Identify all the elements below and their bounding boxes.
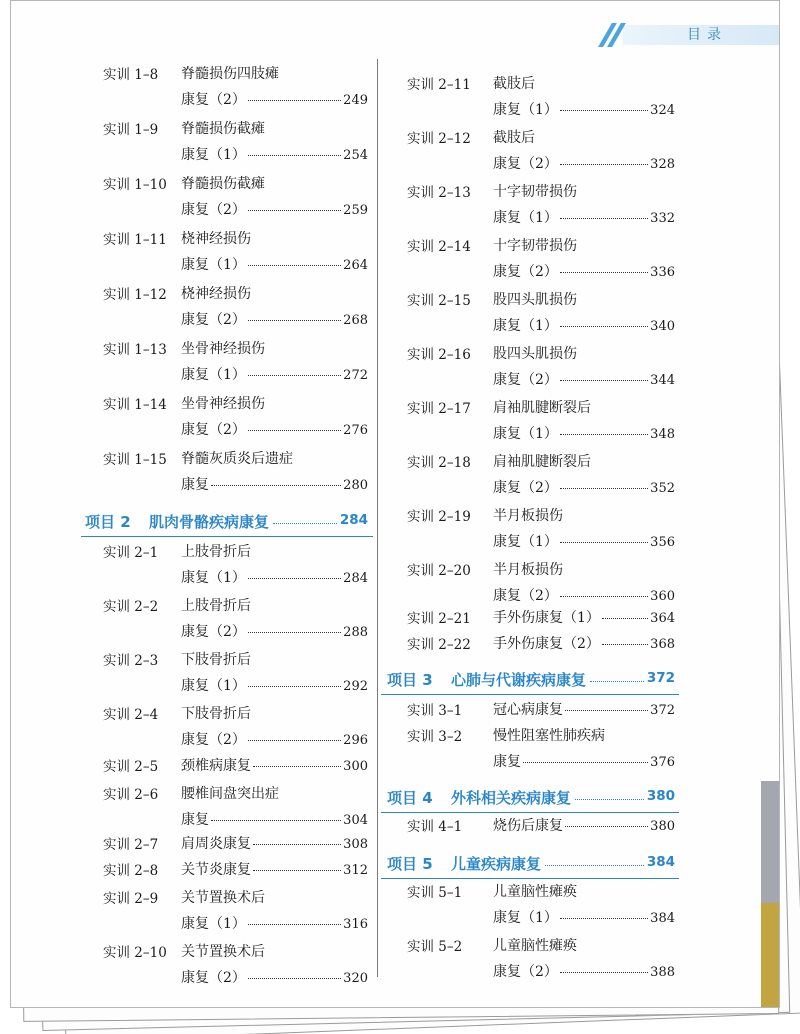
leader-dots — [560, 433, 648, 435]
entry-title: 关节置换术后 — [181, 890, 265, 906]
entry-number: 实训 2–18 — [407, 455, 471, 471]
leader-dots — [602, 643, 648, 645]
section-title: 外科相关疾病康复 — [451, 789, 572, 807]
entry-title-cont: 康复（2） — [493, 480, 558, 496]
entry-title-cont: 康复（2） — [181, 624, 246, 640]
entry-page-number: 296 — [343, 733, 368, 748]
entry-title-cont: 康复（2） — [493, 264, 558, 280]
leader-dots — [248, 429, 341, 431]
entry-number: 实训 2–12 — [407, 131, 471, 147]
entry-number: 实训 2–17 — [407, 401, 471, 417]
entry-title: 腰椎间盘突出症 — [181, 786, 279, 802]
edge-color-block — [761, 781, 779, 903]
entry-number: 实训 5–2 — [407, 939, 463, 955]
entry-number: 实训 2–2 — [103, 599, 159, 615]
leader-dots — [248, 923, 341, 925]
section-underline — [381, 812, 679, 813]
entry-number: 实训 1–15 — [103, 452, 167, 468]
entry-number: 实训 2–21 — [407, 611, 471, 627]
leader-dots — [248, 374, 341, 376]
leader-dots — [253, 869, 341, 871]
entry-title: 关节炎康复 — [181, 862, 251, 878]
entry-number: 实训 2–13 — [407, 185, 471, 201]
edge-color-block — [761, 903, 779, 1008]
entry-title: 肩袖肌腱断裂后 — [493, 454, 591, 470]
leader-dots — [248, 977, 341, 979]
entry-title: 冠心病康复 — [493, 702, 563, 718]
entry-number: 实训 1–10 — [103, 177, 167, 193]
leader-dots — [560, 217, 648, 219]
entry-title-cont: 康复（1） — [493, 910, 558, 926]
entry-title-cont: 康复（1） — [181, 367, 246, 383]
entry-number: 实训 2–16 — [407, 347, 471, 363]
entry-title: 慢性阻塞性肺疾病 — [493, 728, 605, 744]
leader-dots — [590, 680, 644, 682]
section-title: 肌肉骨骼疾病康复 — [149, 513, 270, 531]
entry-title: 颈椎病康复 — [181, 758, 251, 774]
entry-title: 桡神经损伤 — [181, 286, 251, 302]
entry-page-number: 332 — [650, 211, 675, 226]
leader-dots — [248, 739, 341, 741]
entry-title-cont: 康复（2） — [181, 202, 246, 218]
leader-dots — [211, 484, 341, 486]
entry-page-number: 368 — [650, 637, 675, 652]
entry-page-number: 376 — [650, 755, 675, 770]
header-title: 目录 — [687, 27, 727, 43]
entry-title-cont: 康复（2） — [181, 92, 246, 108]
entry-number: 实训 2–9 — [103, 891, 159, 907]
leader-dots — [248, 154, 341, 156]
entry-title-cont: 康复（2） — [181, 970, 246, 986]
entry-page-number: 352 — [650, 481, 675, 496]
entry-page-number: 276 — [343, 423, 368, 438]
leader-dots — [560, 379, 648, 381]
entry-title: 股四头肌损伤 — [493, 292, 577, 308]
entry-page-number: 356 — [650, 535, 675, 550]
entry-page-number: 259 — [343, 203, 368, 218]
header-tag — [601, 19, 779, 49]
section-page-number: 380 — [646, 788, 675, 804]
entry-number: 实训 3–1 — [407, 703, 463, 719]
entry-title: 脊髓损伤截瘫 — [181, 176, 265, 192]
entry-number: 实训 4–1 — [407, 819, 463, 835]
leader-dots — [560, 971, 648, 973]
entry-page-number: 316 — [343, 917, 368, 932]
entry-title: 半月板损伤 — [493, 508, 563, 524]
entry-number: 实训 1–11 — [103, 232, 167, 248]
entry-title: 上肢骨折后 — [181, 598, 251, 614]
entry-title: 截肢后 — [493, 130, 535, 146]
entry-number: 实训 2–14 — [407, 239, 471, 255]
entry-title-cont: 康复（1） — [181, 678, 246, 694]
entry-title-cont: 康复（2） — [493, 588, 558, 604]
toc-section — [11, 511, 377, 537]
section-title: 心肺与代谢疾病康复 — [451, 671, 587, 689]
leader-dots — [560, 595, 648, 597]
entry-title-cont: 康复（1） — [181, 570, 246, 586]
leader-dots — [565, 825, 648, 827]
entry-page-number: 364 — [650, 611, 675, 626]
leader-dots — [560, 487, 648, 489]
section-label: 项目 2 — [85, 513, 131, 531]
entry-number: 实训 2–8 — [103, 863, 159, 879]
entry-title-cont: 康复（1） — [181, 257, 246, 273]
section-page-number: 372 — [646, 670, 675, 686]
leader-dots — [211, 819, 341, 821]
entry-title-cont: 康复 — [181, 812, 209, 828]
entry-title: 十字韧带损伤 — [493, 238, 577, 254]
entry-title-cont: 康复（1） — [493, 318, 558, 334]
section-page-number: 384 — [646, 854, 675, 870]
leader-dots — [248, 685, 341, 687]
entry-title-cont: 康复（1） — [181, 916, 246, 932]
section-label: 项目 5 — [387, 855, 433, 873]
entry-title-cont: 康复（1） — [493, 534, 558, 550]
entry-title: 烧伤后康复 — [493, 818, 563, 834]
entry-title-cont: 康复 — [181, 477, 209, 493]
entry-page-number: 324 — [650, 103, 675, 118]
leader-dots — [248, 99, 341, 101]
entry-number: 实训 1–12 — [103, 287, 167, 303]
entry-title: 关节置换术后 — [181, 944, 265, 960]
entry-page-number: 264 — [343, 258, 368, 273]
leader-dots — [253, 843, 341, 845]
entry-title-cont: 康复（1） — [493, 102, 558, 118]
entry-title: 肩袖肌腱断裂后 — [493, 400, 591, 416]
entry-title-cont: 康复（2） — [181, 732, 246, 748]
entry-page-number: 292 — [343, 679, 368, 694]
entry-title-cont: 康复（2） — [493, 964, 558, 980]
entry-number: 实训 1–14 — [103, 397, 167, 413]
leader-dots — [560, 917, 648, 919]
toc-section — [379, 787, 679, 813]
entry-number: 实训 1–13 — [103, 342, 167, 358]
toc-page — [10, 0, 780, 1008]
entry-number: 实训 2–10 — [103, 945, 167, 961]
entry-title-cont: 康复 — [493, 754, 521, 770]
column-divider — [377, 59, 378, 977]
entry-number: 实训 2–15 — [407, 293, 471, 309]
entry-title: 坐骨神经损伤 — [181, 341, 265, 357]
entry-page-number: 284 — [343, 571, 368, 586]
leader-dots — [248, 264, 341, 266]
entry-title: 十字韧带损伤 — [493, 184, 577, 200]
entry-title-cont: 康复（1） — [181, 147, 246, 163]
entry-number: 实训 2–4 — [103, 707, 159, 723]
entry-page-number: 288 — [343, 625, 368, 640]
entry-page-number: 320 — [343, 971, 368, 986]
entry-page-number: 308 — [343, 837, 368, 852]
entry-number: 实训 2–1 — [103, 545, 159, 561]
entry-page-number: 328 — [650, 157, 675, 172]
entry-page-number: 360 — [650, 589, 675, 604]
section-title: 儿童疾病康复 — [451, 855, 542, 873]
entry-title: 手外伤康复（2） — [493, 636, 600, 652]
entry-page-number: 340 — [650, 319, 675, 334]
entry-page-number: 344 — [650, 373, 675, 388]
leader-dots — [575, 798, 644, 800]
leader-dots — [248, 319, 341, 321]
entry-page-number: 300 — [343, 759, 368, 774]
entry-title: 儿童脑性瘫痪 — [493, 884, 577, 900]
leader-dots — [560, 541, 648, 543]
entry-page-number: 254 — [343, 148, 368, 163]
entry-title: 手外伤康复（1） — [493, 610, 600, 626]
entry-page-number: 380 — [650, 819, 675, 834]
leader-dots — [565, 709, 648, 711]
section-label: 项目 3 — [387, 671, 433, 689]
entry-page-number: 312 — [343, 863, 368, 878]
entry-page-number: 268 — [343, 313, 368, 328]
entry-number: 实训 2–3 — [103, 653, 159, 669]
entry-title-cont: 康复（1） — [493, 426, 558, 442]
entry-page-number: 272 — [343, 368, 368, 383]
entry-number: 实训 2–19 — [407, 509, 471, 525]
leader-dots — [248, 209, 341, 211]
leader-dots — [273, 522, 337, 524]
entry-page-number: 280 — [343, 478, 368, 493]
entry-number: 实训 2–5 — [103, 759, 159, 775]
entry-title-cont: 康复（2） — [493, 156, 558, 172]
entry-page-number: 304 — [343, 813, 368, 828]
entry-page-number: 372 — [650, 703, 675, 718]
entry-title: 半月板损伤 — [493, 562, 563, 578]
entry-title: 下肢骨折后 — [181, 706, 251, 722]
entry-number: 实训 1–8 — [103, 67, 159, 83]
toc-section — [379, 853, 679, 879]
entry-title: 脊髓灰质炎后遗症 — [181, 451, 293, 467]
section-underline — [381, 694, 679, 695]
section-underline — [381, 878, 679, 879]
entry-title: 截肢后 — [493, 76, 535, 92]
entry-title-cont: 康复（2） — [493, 372, 558, 388]
entry-number: 实训 2–20 — [407, 563, 471, 579]
section-page-number: 284 — [339, 512, 368, 528]
entry-number: 实训 2–6 — [103, 787, 159, 803]
entry-page-number: 336 — [650, 265, 675, 280]
entry-page-number: 249 — [343, 93, 368, 108]
section-underline — [81, 536, 373, 537]
entry-title: 脊髓损伤四肢瘫 — [181, 66, 279, 82]
entry-number: 实训 2–7 — [103, 837, 159, 853]
entry-number: 实训 2–11 — [407, 77, 471, 93]
entry-title-cont: 康复（1） — [493, 210, 558, 226]
leader-dots — [560, 325, 648, 327]
entry-title: 股四头肌损伤 — [493, 346, 577, 362]
entry-number: 实训 1–9 — [103, 122, 159, 138]
entry-title: 儿童脑性瘫痪 — [493, 938, 577, 954]
entry-title: 坐骨神经损伤 — [181, 396, 265, 412]
leader-dots — [248, 577, 341, 579]
entry-number: 实训 5–1 — [407, 885, 463, 901]
leader-dots — [560, 271, 648, 273]
leader-dots — [253, 765, 341, 767]
leader-dots — [602, 617, 648, 619]
leader-dots — [523, 761, 648, 763]
leader-dots — [545, 864, 644, 866]
entry-page-number: 348 — [650, 427, 675, 442]
entry-title: 脊髓损伤截瘫 — [181, 121, 265, 137]
section-label: 项目 4 — [387, 789, 433, 807]
entry-title-cont: 康复（2） — [181, 312, 246, 328]
entry-title: 上肢骨折后 — [181, 544, 251, 560]
entry-title: 肩周炎康复 — [181, 836, 251, 852]
leader-dots — [560, 163, 648, 165]
entry-title: 桡神经损伤 — [181, 231, 251, 247]
entry-page-number: 388 — [650, 965, 675, 980]
leader-dots — [248, 631, 341, 633]
leader-dots — [560, 109, 648, 111]
entry-number: 实训 2–22 — [407, 637, 471, 653]
entry-page-number: 384 — [650, 911, 675, 926]
toc-section — [379, 669, 679, 695]
entry-number: 实训 3–2 — [407, 729, 463, 745]
entry-title-cont: 康复（2） — [181, 422, 246, 438]
entry-title: 下肢骨折后 — [181, 652, 251, 668]
